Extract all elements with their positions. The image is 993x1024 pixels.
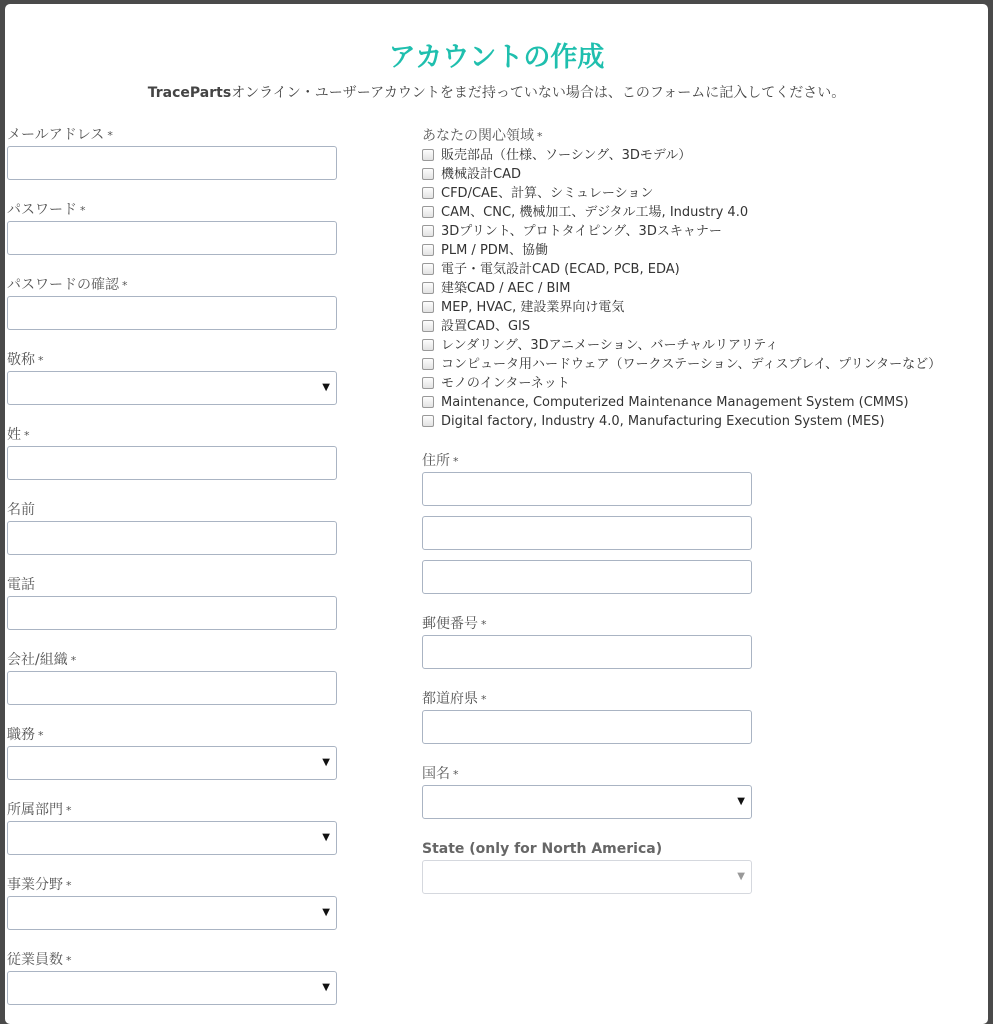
first-name-input[interactable] — [7, 521, 337, 555]
checkbox[interactable] — [422, 168, 434, 180]
checkbox[interactable] — [422, 263, 434, 275]
job-title-field-group — [7, 726, 337, 780]
interest-option[interactable]: Maintenance, Computerized Maintenance Management System (CMMS) — [422, 394, 941, 413]
first-name-label: 名前 — [7, 502, 35, 518]
last-name-label: 姓 * — [7, 427, 30, 443]
interest-option[interactable]: 機械設計CAD — [422, 166, 941, 185]
prefecture-field-group — [422, 690, 752, 744]
state-field-group — [422, 840, 752, 894]
address-line2-input[interactable] — [422, 516, 752, 550]
interest-option[interactable]: 建築CAD / AEC / BIM — [422, 280, 941, 299]
department-select[interactable] — [7, 821, 337, 855]
chevron-down-icon: ▼ — [322, 757, 330, 768]
first-name-field-group — [7, 501, 337, 555]
country-select[interactable] — [422, 785, 752, 819]
interests-group — [422, 127, 941, 432]
chevron-down-icon: ▼ — [322, 382, 330, 393]
email-label: メールアドレス * — [7, 127, 113, 143]
interest-option[interactable]: Digital factory, Industry 4.0, Manufacturing Execution System (MES) — [422, 413, 941, 432]
page-title: アカウントの作成 — [388, 42, 605, 73]
interests-label: あなたの関心領域 * — [422, 128, 543, 144]
job-title-select[interactable] — [7, 746, 337, 780]
interest-option[interactable]: 3Dプリント、プロトタイピング、3Dスキャナー — [422, 223, 941, 242]
checkbox[interactable] — [422, 396, 434, 408]
interest-option[interactable]: CFD/CAE、計算、シミュレーション — [422, 185, 941, 204]
honorific-field-group — [7, 351, 337, 405]
interest-option[interactable]: 設置CAD、GIS — [422, 318, 941, 337]
postal-code-input[interactable] — [422, 635, 752, 669]
password-field-group — [7, 201, 337, 255]
address-label: 住所 * — [422, 453, 459, 469]
postal-code-label: 郵便番号 * — [422, 616, 487, 632]
interest-option[interactable]: MEP, HVAC, 建設業界向け電気 — [422, 299, 941, 318]
department-field-group — [7, 801, 337, 855]
chevron-down-icon: ▼ — [322, 832, 330, 843]
company-input[interactable] — [7, 671, 337, 705]
checkbox[interactable] — [422, 206, 434, 218]
country-field-group — [422, 765, 752, 819]
department-label: 所属部門 * — [7, 802, 72, 818]
checkbox[interactable] — [422, 377, 434, 389]
industry-field-group — [7, 876, 337, 930]
interest-option[interactable]: レンダリング、3Dアニメーション、バーチャルリアリティ — [422, 337, 941, 356]
address-line3-input[interactable] — [422, 560, 752, 594]
password-label: パスワード * — [7, 202, 86, 218]
address-line1-input[interactable] — [422, 472, 752, 506]
password-confirm-label: パスワードの確認 * — [7, 277, 128, 293]
create-account-modal — [5, 4, 988, 1024]
interest-option[interactable]: PLM / PDM、協働 — [422, 242, 941, 261]
postal-code-field-group — [422, 615, 752, 669]
industry-select[interactable] — [7, 896, 337, 930]
country-label: 国名 * — [422, 766, 459, 782]
last-name-field-group — [7, 426, 337, 480]
password-input[interactable] — [7, 221, 337, 255]
chevron-down-icon: ▼ — [322, 982, 330, 993]
interest-option[interactable]: モノのインターネット — [422, 375, 941, 394]
email-field-group — [7, 126, 337, 180]
chevron-down-icon: ▼ — [737, 796, 745, 807]
employees-field-group — [7, 951, 337, 1005]
checkbox[interactable] — [422, 301, 434, 313]
interest-option[interactable]: 販売部品（仕様、ソーシング、3Dモデル） — [422, 147, 941, 166]
checkbox[interactable] — [422, 415, 434, 427]
last-name-input[interactable] — [7, 446, 337, 480]
checkbox[interactable] — [422, 187, 434, 199]
chevron-down-icon: ▼ — [322, 907, 330, 918]
phone-field-group — [7, 576, 337, 630]
checkbox[interactable] — [422, 339, 434, 351]
employees-select[interactable] — [7, 971, 337, 1005]
prefecture-label: 都道府県 * — [422, 691, 487, 707]
password-confirm-field-group — [7, 276, 337, 330]
email-input[interactable] — [7, 146, 337, 180]
interest-option[interactable]: CAM、CNC, 機械加工、デジタル工場, Industry 4.0 — [422, 204, 941, 223]
checkbox[interactable] — [422, 225, 434, 237]
brand-name: TraceParts — [147, 85, 232, 101]
checkbox[interactable] — [422, 282, 434, 294]
company-label: 会社/組織 * — [7, 652, 77, 668]
interest-option[interactable]: 電子・電気設計CAD (ECAD, PCB, EDA) — [422, 261, 941, 280]
form-description — [5, 83, 988, 103]
checkbox[interactable] — [422, 149, 434, 161]
honorific-select[interactable] — [7, 371, 337, 405]
chevron-down-icon: ▼ — [737, 871, 745, 882]
address-field-group — [422, 452, 752, 594]
phone-input[interactable] — [7, 596, 337, 630]
checkbox[interactable] — [422, 320, 434, 332]
industry-label: 事業分野 * — [7, 877, 72, 893]
description-text: オンライン・ユーザーアカウントをまだ持っていない場合は、このフォームに記入してください。 — [231, 85, 846, 101]
prefecture-input[interactable] — [422, 710, 752, 744]
employees-label: 従業員数 * — [7, 952, 72, 968]
checkbox[interactable] — [422, 358, 434, 370]
password-confirm-input[interactable] — [7, 296, 337, 330]
honorific-label: 敬称 * — [7, 352, 44, 368]
job-title-label: 職務 * — [7, 727, 44, 743]
interest-option[interactable]: コンピュータ用ハードウェア（ワークステーション、ディスプレイ、プリンターなど） — [422, 356, 941, 375]
company-field-group — [7, 651, 337, 705]
state-select — [422, 860, 752, 894]
state-label: State (only for North America) — [422, 841, 663, 857]
checkbox[interactable] — [422, 244, 434, 256]
phone-label: 電話 — [7, 577, 35, 593]
